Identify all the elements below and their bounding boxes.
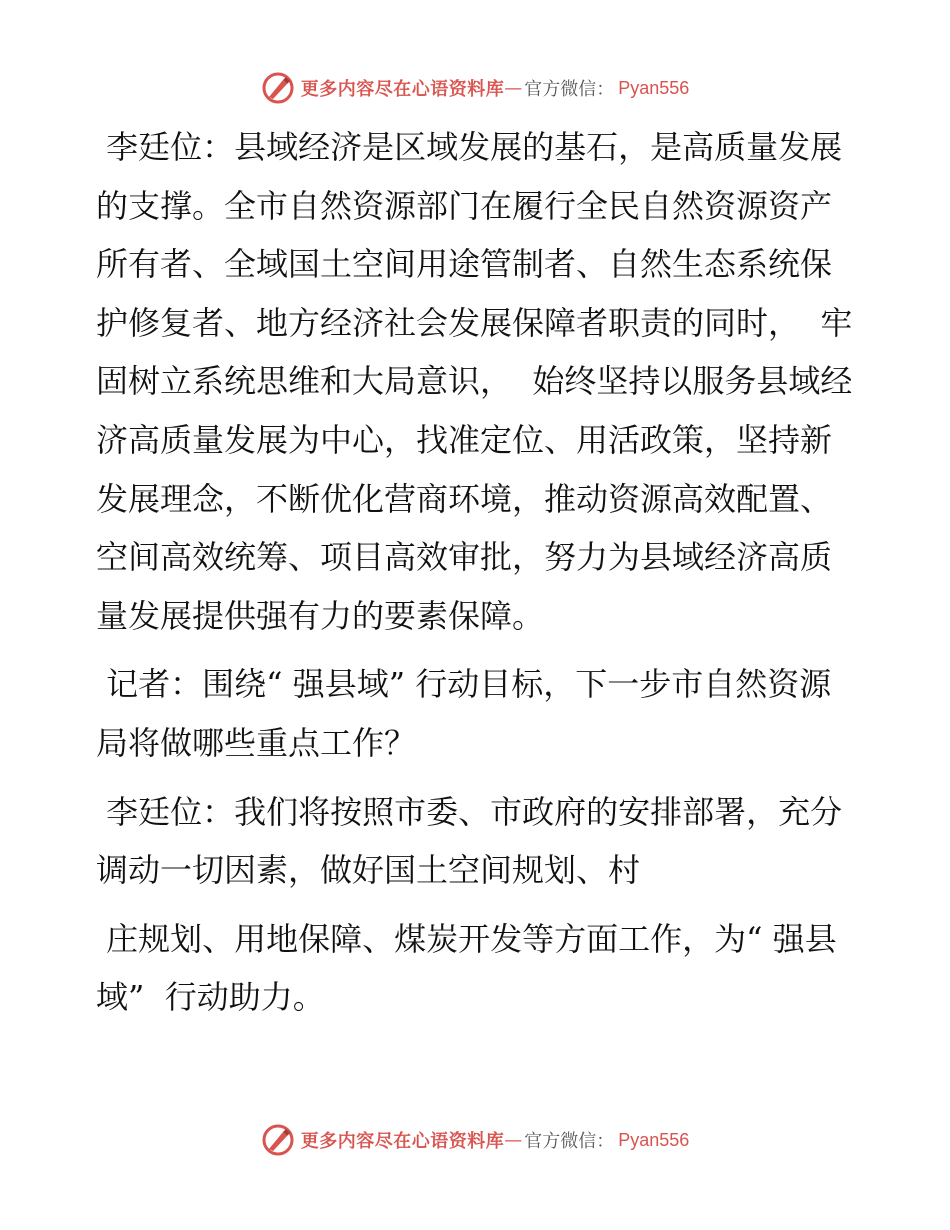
paragraph-answer-1: 李廷位：县域经济是区域发展的基石，是高质量发展的支撑。全市自然资源部门在履行全民自然资源资产所有者、全域国土空间用途管制者、自然生态系统保护修复者、地方经济社会发展保障者职责的同时， 牢固树立系统思维和大局意识， 始终坚持以服务县域经济高质量发展为中心，找准定位、用活政策，坚持新发展理念，不断优化营商环境，推动资源高效配置、空间高效统筹、项目高效审批，努力为县域经济高质量发展提供强有力的要素保障。 xyxy=(96,128,853,635)
footer-watermark xyxy=(0,1122,950,1158)
watermark-wechat-id: Pyan556 xyxy=(618,77,690,98)
paragraph-question: 记者：围绕“ 强县域” 行动目标，下一步市自然资源局将做哪些重点工作？ xyxy=(96,665,832,762)
document-body xyxy=(96,118,856,1037)
pen-logo-icon xyxy=(261,71,295,105)
watermark-label: 官方微信： xyxy=(524,1131,615,1152)
header-watermark xyxy=(0,70,950,106)
paragraph-answer-2: 李廷位：我们将按照市委、市政府的安排部署，充分调动一切因素，做好国土空间规划、村 xyxy=(96,792,843,890)
watermark-main-text: 更多内容尽在心语资料库 xyxy=(300,79,505,100)
watermark-wechat-id: Pyan556 xyxy=(618,1129,690,1150)
watermark-main-text: 更多内容尽在心语资料库 xyxy=(300,1131,505,1152)
watermark-dash: — xyxy=(504,1129,523,1151)
watermark-label: 官方微信： xyxy=(524,79,615,100)
paragraph-answer-2-cont: 庄规划、用地保障、煤炭开发等方面工作，为“ 强县域” 行动助力。 xyxy=(96,919,837,1017)
pen-logo-icon xyxy=(261,1123,295,1157)
watermark-dash: — xyxy=(504,77,523,99)
